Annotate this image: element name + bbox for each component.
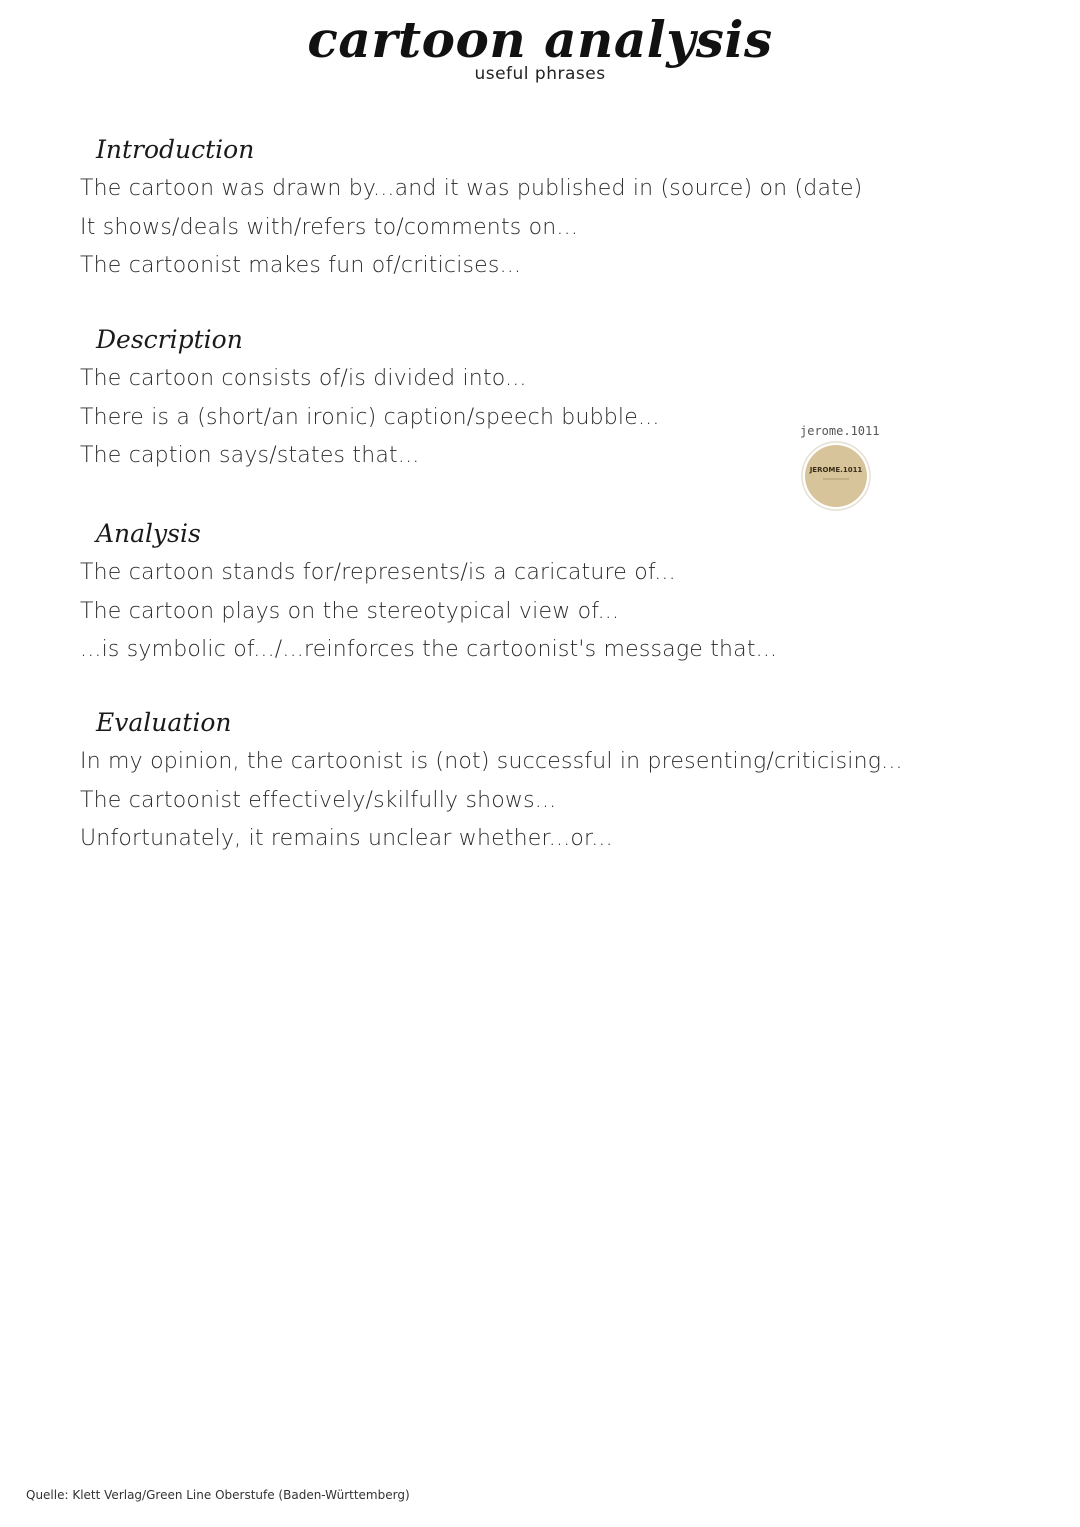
- phrase-item: The cartoon plays on the stereotypical view of...: [80, 598, 620, 624]
- section-description: [80, 320, 840, 476]
- badge-disc: [805, 445, 867, 507]
- source-footer: Quelle: Klett Verlag/Green Line Oberstufe (Baden-Württemberg): [26, 1488, 410, 1502]
- section-heading: Analysis: [96, 519, 201, 548]
- watermark-label: jerome.1011: [800, 424, 880, 438]
- section-heading: Evaluation: [96, 708, 232, 737]
- phrase-item: The cartoonist effectively/skilfully shows...: [80, 787, 557, 813]
- badge-text: JEROME.1011: [809, 466, 863, 474]
- section-heading: Introduction: [96, 135, 255, 164]
- phrase-item: Unfortunately, it remains unclear whether...or...: [80, 826, 613, 851]
- section-heading: Description: [96, 325, 243, 354]
- phrase-list: [80, 170, 863, 286]
- page-title: cartoon analysis: [307, 10, 773, 69]
- section-introduction: [80, 130, 863, 286]
- phrase-item: The cartoon consists of/is divided into...: [80, 366, 527, 391]
- phrase-item: In my opinion, the cartoonist is (not) successful in presenting/criticising...: [80, 749, 903, 774]
- phrase-item: There is a (short/an ironic) caption/speech bubble...: [80, 404, 660, 430]
- section-evaluation: [80, 703, 903, 859]
- phrase-item: The cartoon was drawn by...and it was published in (source) on (date): [80, 176, 863, 201]
- phrase-list: [80, 360, 840, 476]
- phrase-list: [80, 554, 840, 670]
- phrase-item: It shows/deals with/refers to/comments on...: [80, 214, 579, 240]
- phrase-list: [80, 743, 903, 859]
- section-analysis: [80, 514, 840, 670]
- phrase-item: The caption says/states that...: [80, 443, 420, 468]
- phrase-item: The cartoon stands for/represents/is a caricature of...: [80, 560, 676, 585]
- watermark-badge-icon: [801, 441, 871, 511]
- phrase-item: ...is symbolic of.../...reinforces the cartoonist's message that...: [80, 637, 778, 662]
- page-subtitle: useful phrases: [474, 64, 606, 84]
- phrase-item: The cartoonist makes fun of/criticises...: [80, 253, 522, 278]
